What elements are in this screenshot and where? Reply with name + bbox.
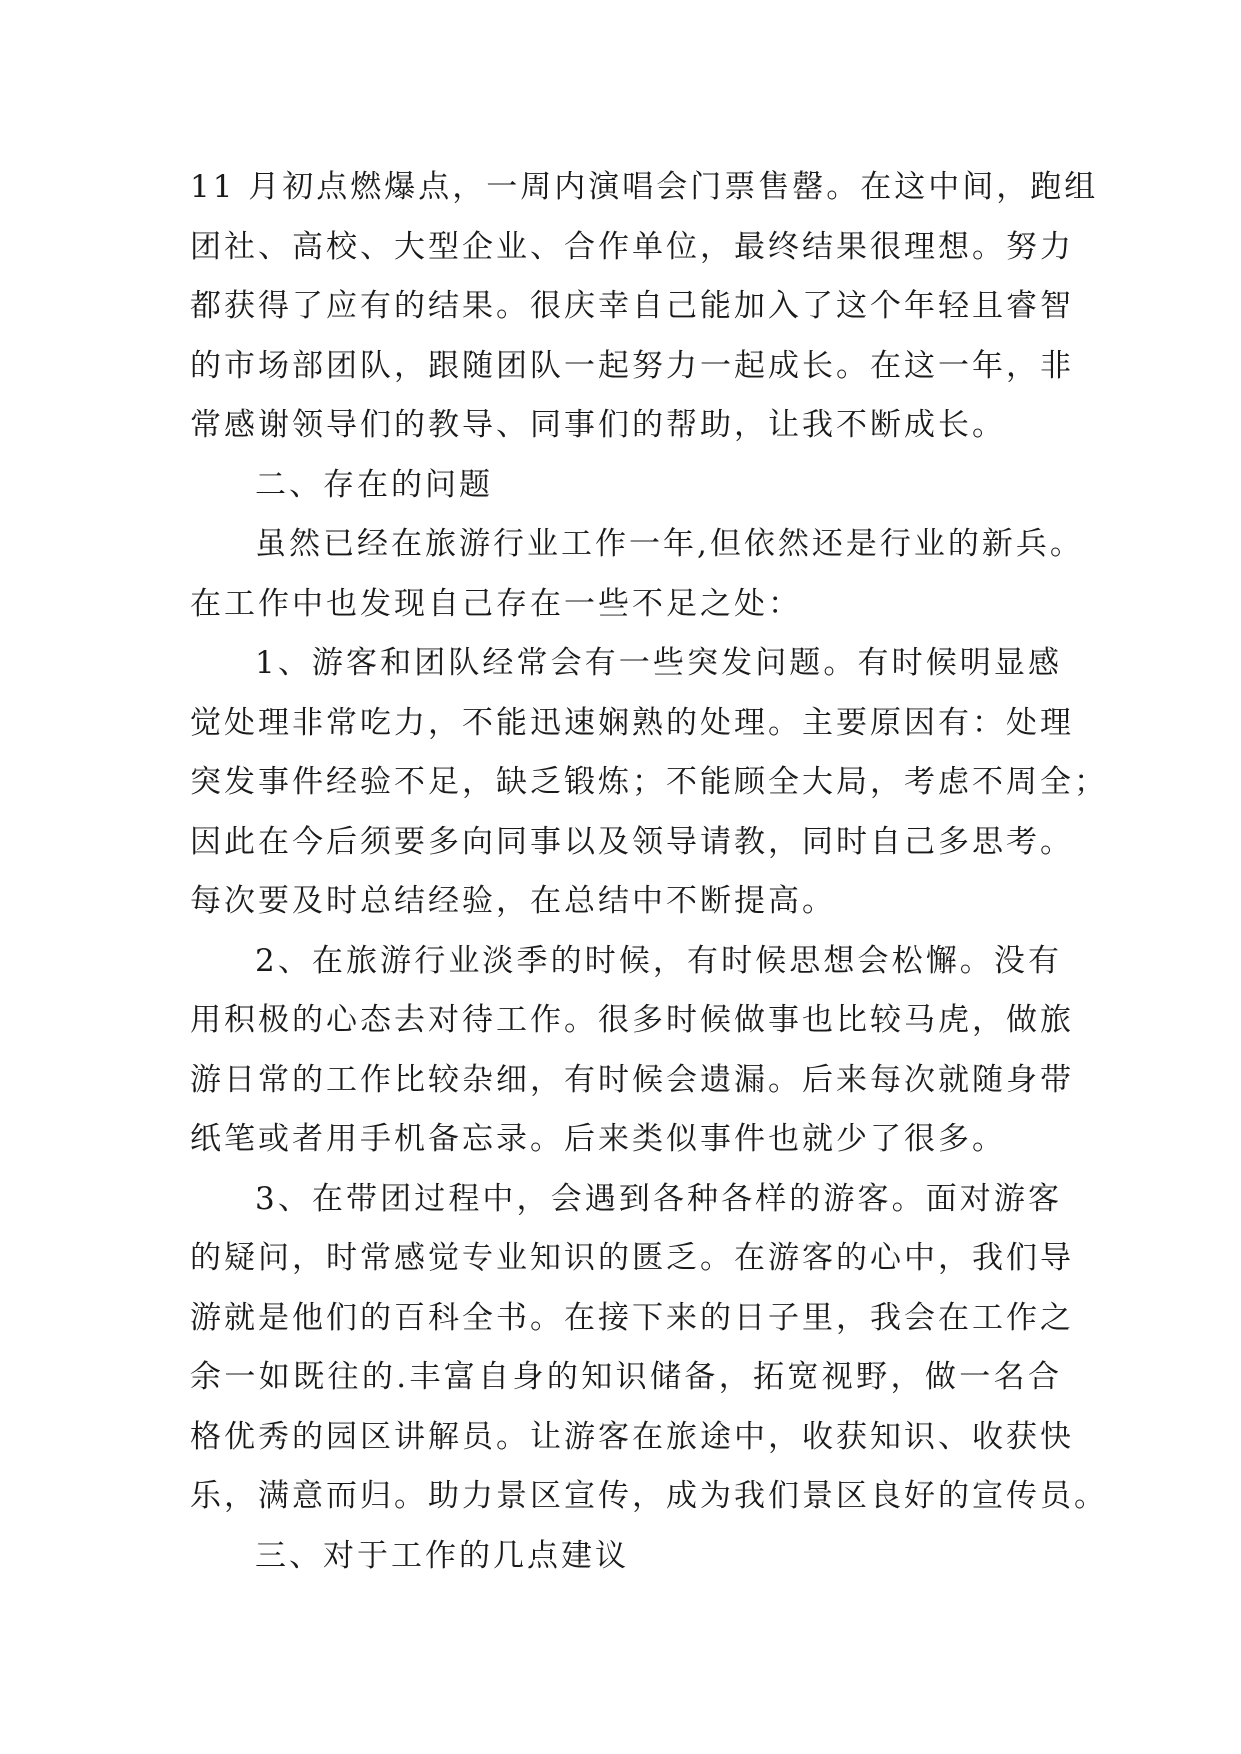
- text-line: 2、在旅游行业淡季的时候，有时候思想会松懈。没有: [255, 942, 1062, 979]
- text-line: 11 月初点燃爆点，一周内演唱会门票售罄。在这中间，跑组: [190, 169, 1099, 205]
- text-line: 因此在今后须要多向同事以及领导请教，同时自己多思考。: [190, 823, 1074, 860]
- text-line: 三、对于工作的几点建议: [255, 1537, 629, 1574]
- text-line: 3、在带团过程中，会遇到各种各样的游客。面对游客: [255, 1180, 1062, 1217]
- text-line: 纸笔或者用手机备忘录。后来类似事件也就少了很多。: [190, 1121, 1006, 1157]
- text-line: 游就是他们的百科全书。在接下来的日子里，我会在工作之: [190, 1299, 1074, 1336]
- text-line: 乐，满意而归。助力景区宣传，成为我们景区良好的宣传员。: [190, 1478, 1108, 1514]
- text-line: 团社、高校、大型企业、合作单位，最终结果很理想。努力: [190, 228, 1074, 265]
- text-line: 游日常的工作比较杂细，有时候会遗漏。后来每次就随身带: [190, 1061, 1074, 1098]
- text-line: 都获得了应有的结果。很庆幸自己能加入了这个年轻且睿智: [190, 288, 1074, 324]
- text-line: 突发事件经验不足，缺乏锻炼；不能顾全大局，考虑不周全；: [190, 764, 1108, 800]
- text-line: 在工作中也发现自己存在一些不足之处：: [190, 585, 802, 622]
- text-line: 每次要及时总结经验，在总结中不断提高。: [190, 883, 836, 919]
- text-line: 余一如既往的.丰富自身的知识储备，拓宽视野，做一名合: [190, 1359, 1062, 1395]
- text-line: 常感谢领导们的教导、同事们的帮助，让我不断成长。: [190, 407, 1006, 443]
- text-line: 1、游客和团队经常会有一些突发问题。有时候明显感: [255, 645, 1062, 681]
- text-line: 觉处理非常吃力，不能迅速娴熟的处理。主要原因有：处理: [190, 704, 1074, 741]
- text-line: 格优秀的园区讲解员。让游客在旅途中，收获知识、收获快: [190, 1418, 1074, 1455]
- text-line: 的疑问，时常感觉专业知识的匮乏。在游客的心中，我们导: [190, 1240, 1074, 1276]
- text-line: 用积极的心态去对待工作。很多时候做事也比较马虎，做旅: [190, 1002, 1074, 1038]
- text-line: 虽然已经在旅游行业工作一年,但依然还是行业的新兵。: [255, 526, 1084, 562]
- document-body: [190, 158, 1108, 1586]
- text-line: 的市场部团队，跟随团队一起努力一起成长。在这一年，非: [190, 347, 1074, 384]
- text-line: 二、存在的问题: [255, 466, 493, 503]
